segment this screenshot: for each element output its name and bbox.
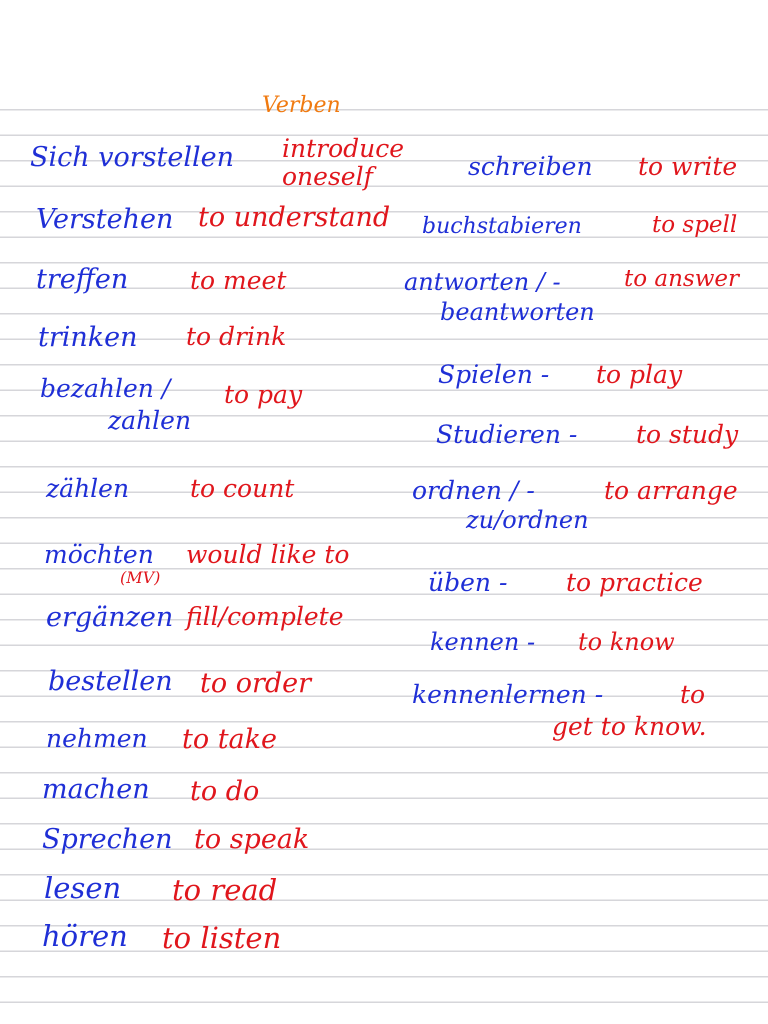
english-word: to answer [624, 266, 740, 292]
english-word-line2: oneself [282, 162, 373, 191]
english-word: to [680, 680, 706, 709]
german-word-line2: zu/ordnen [466, 506, 589, 534]
page-title: Verben [262, 93, 341, 118]
german-word: üben - [428, 568, 508, 597]
german-word: bestellen [48, 666, 173, 697]
english-word: fill/complete [186, 602, 344, 631]
german-word: nehmen [46, 724, 148, 753]
english-word: to speak [194, 824, 310, 855]
english-word: to meet [190, 266, 287, 295]
german-word: Verstehen [36, 204, 174, 235]
english-word: to drink [186, 322, 287, 351]
german-word: buchstabieren [422, 214, 582, 239]
english-word: to write [638, 152, 738, 181]
german-word: treffen [36, 264, 129, 295]
english-word: to understand [198, 202, 391, 233]
german-word: kennen - [430, 628, 536, 656]
english-word: introduce [282, 134, 405, 163]
german-word: Sich vorstellen [30, 142, 234, 173]
german-word: ordnen / - [412, 476, 535, 505]
german-word: Spielen - [438, 360, 550, 389]
english-word-line2: get to know. [552, 712, 707, 741]
english-word: to read [172, 873, 278, 907]
german-word: schreiben [468, 152, 593, 181]
german-word: lesen [44, 871, 122, 905]
german-word: antworten / - [404, 268, 561, 296]
german-word-line2: zahlen [108, 406, 192, 435]
english-word: to practice [566, 568, 703, 597]
german-word: ergänzen [46, 602, 174, 633]
german-note: (MV) [120, 568, 161, 587]
german-word: Sprechen [42, 824, 173, 855]
english-word: to know [578, 628, 675, 656]
english-word: would like to [186, 540, 350, 569]
english-word: to pay [224, 380, 303, 409]
english-word: to arrange [604, 476, 738, 505]
english-word: to order [200, 668, 312, 699]
german-word: Studieren - [436, 420, 578, 449]
german-word: machen [42, 774, 150, 805]
german-word: möchten [44, 540, 154, 569]
english-word: to spell [652, 212, 738, 238]
page-top-margin [0, 0, 768, 85]
english-word: to count [190, 474, 295, 503]
german-word-line2: beantworten [440, 298, 595, 326]
german-word: kennenlernen - [412, 680, 604, 709]
english-word: to play [596, 360, 683, 389]
english-word: to study [636, 420, 739, 449]
german-word: bezahlen / [40, 374, 171, 403]
german-word: zählen [46, 474, 130, 503]
english-word: to take [182, 724, 277, 755]
english-word: to listen [162, 921, 282, 955]
german-word: trinken [38, 322, 138, 353]
german-word: hören [42, 919, 128, 953]
english-word: to do [190, 776, 260, 807]
